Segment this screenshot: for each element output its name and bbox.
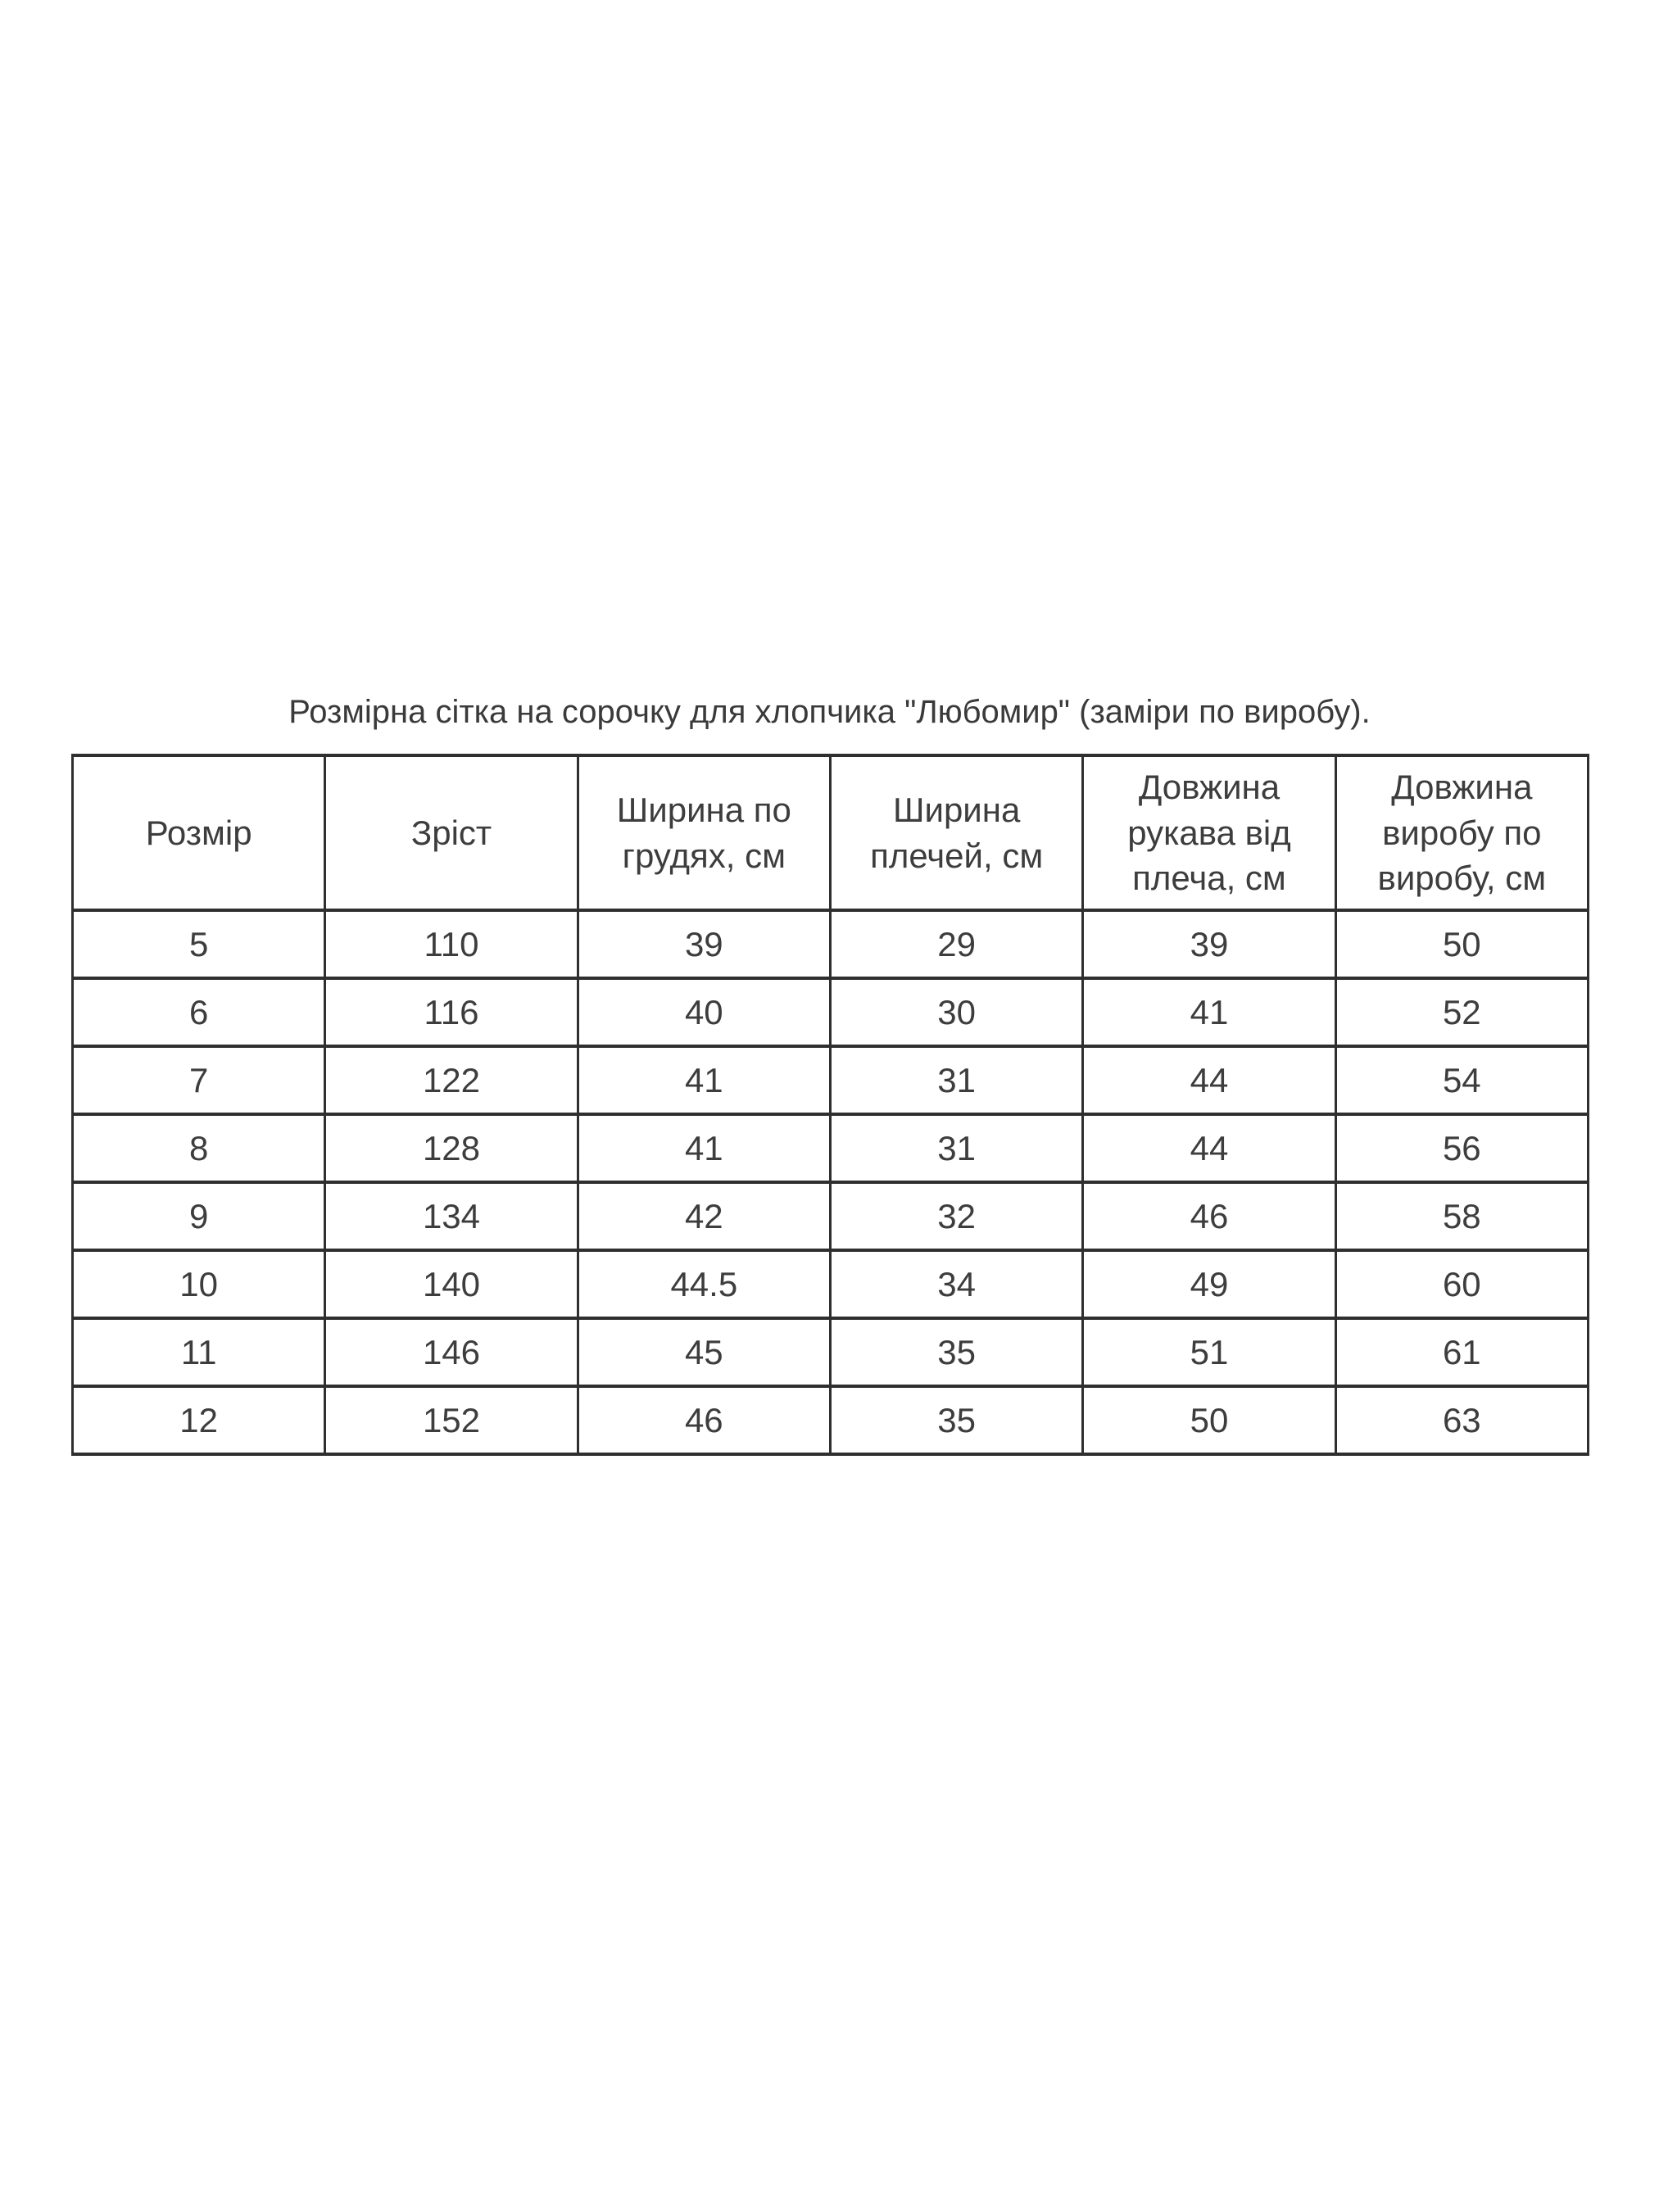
- table-row: [73, 1114, 1589, 1182]
- table-cell: 134: [325, 1182, 578, 1250]
- table-row: [73, 1386, 1589, 1454]
- table-cell: 44: [1083, 1114, 1335, 1182]
- table-cell: 40: [578, 978, 830, 1046]
- table-row: [73, 1318, 1589, 1386]
- table-cell: 122: [325, 1046, 578, 1114]
- table-cell: 44: [1083, 1046, 1335, 1114]
- table-cell: 49: [1083, 1250, 1335, 1318]
- table-cell: 50: [1335, 910, 1588, 978]
- table-cell: 35: [830, 1318, 1082, 1386]
- size-chart-table: [71, 754, 1589, 1456]
- table-cell: 46: [1083, 1182, 1335, 1250]
- table-cell: 152: [325, 1386, 578, 1454]
- table-cell: 41: [578, 1114, 830, 1182]
- table-cell: 146: [325, 1318, 578, 1386]
- table-cell: 31: [830, 1046, 1082, 1114]
- column-header-chest-width: Ширина по грудях, см: [578, 755, 830, 910]
- table-cell: 8: [73, 1114, 325, 1182]
- table-cell: 32: [830, 1182, 1082, 1250]
- table-cell: 34: [830, 1250, 1082, 1318]
- table-cell: 50: [1083, 1386, 1335, 1454]
- table-cell: 10: [73, 1250, 325, 1318]
- page-title: Розмірна сітка на сорочку для хлопчика "Любомир" (заміри по виробу).: [288, 694, 1371, 730]
- table-cell: 140: [325, 1250, 578, 1318]
- size-chart-header: [73, 755, 1589, 910]
- table-cell: 9: [73, 1182, 325, 1250]
- table-cell: 128: [325, 1114, 578, 1182]
- table-cell: 61: [1335, 1318, 1588, 1386]
- table-cell: 56: [1335, 1114, 1588, 1182]
- table-row: [73, 978, 1589, 1046]
- table-cell: 42: [578, 1182, 830, 1250]
- table-cell: 30: [830, 978, 1082, 1046]
- table-row: [73, 1250, 1589, 1318]
- table-cell: 46: [578, 1386, 830, 1454]
- column-header-size: Розмір: [73, 755, 325, 910]
- table-cell: 29: [830, 910, 1082, 978]
- table-cell: 63: [1335, 1386, 1588, 1454]
- table-cell: 11: [73, 1318, 325, 1386]
- table-cell: 58: [1335, 1182, 1588, 1250]
- table-cell: 12: [73, 1386, 325, 1454]
- column-header-shoulder-width: Ширина плечей, см: [830, 755, 1082, 910]
- column-header-sleeve-length: Довжина рукава від плеча, см: [1083, 755, 1335, 910]
- table-body: [73, 910, 1589, 1454]
- table-cell: 110: [325, 910, 578, 978]
- table-cell: 35: [830, 1386, 1082, 1454]
- table-row: [73, 1046, 1589, 1114]
- column-header-product-length: Довжина виробу по виробу, см: [1335, 755, 1588, 910]
- table-cell: 31: [830, 1114, 1082, 1182]
- table-cell: 5: [73, 910, 325, 978]
- table-cell: 39: [578, 910, 830, 978]
- table-cell: 44.5: [578, 1250, 830, 1318]
- header-row: [73, 755, 1589, 910]
- table-cell: 116: [325, 978, 578, 1046]
- column-header-height: Зріст: [325, 755, 578, 910]
- table-cell: 39: [1083, 910, 1335, 978]
- table-row: [73, 910, 1589, 978]
- table-cell: 45: [578, 1318, 830, 1386]
- table-cell: 60: [1335, 1250, 1588, 1318]
- table-cell: 54: [1335, 1046, 1588, 1114]
- table-row: [73, 1182, 1589, 1250]
- table-cell: 41: [578, 1046, 830, 1114]
- table-cell: 7: [73, 1046, 325, 1114]
- table-cell: 41: [1083, 978, 1335, 1046]
- table-cell: 6: [73, 978, 325, 1046]
- table-cell: 52: [1335, 978, 1588, 1046]
- table-cell: 51: [1083, 1318, 1335, 1386]
